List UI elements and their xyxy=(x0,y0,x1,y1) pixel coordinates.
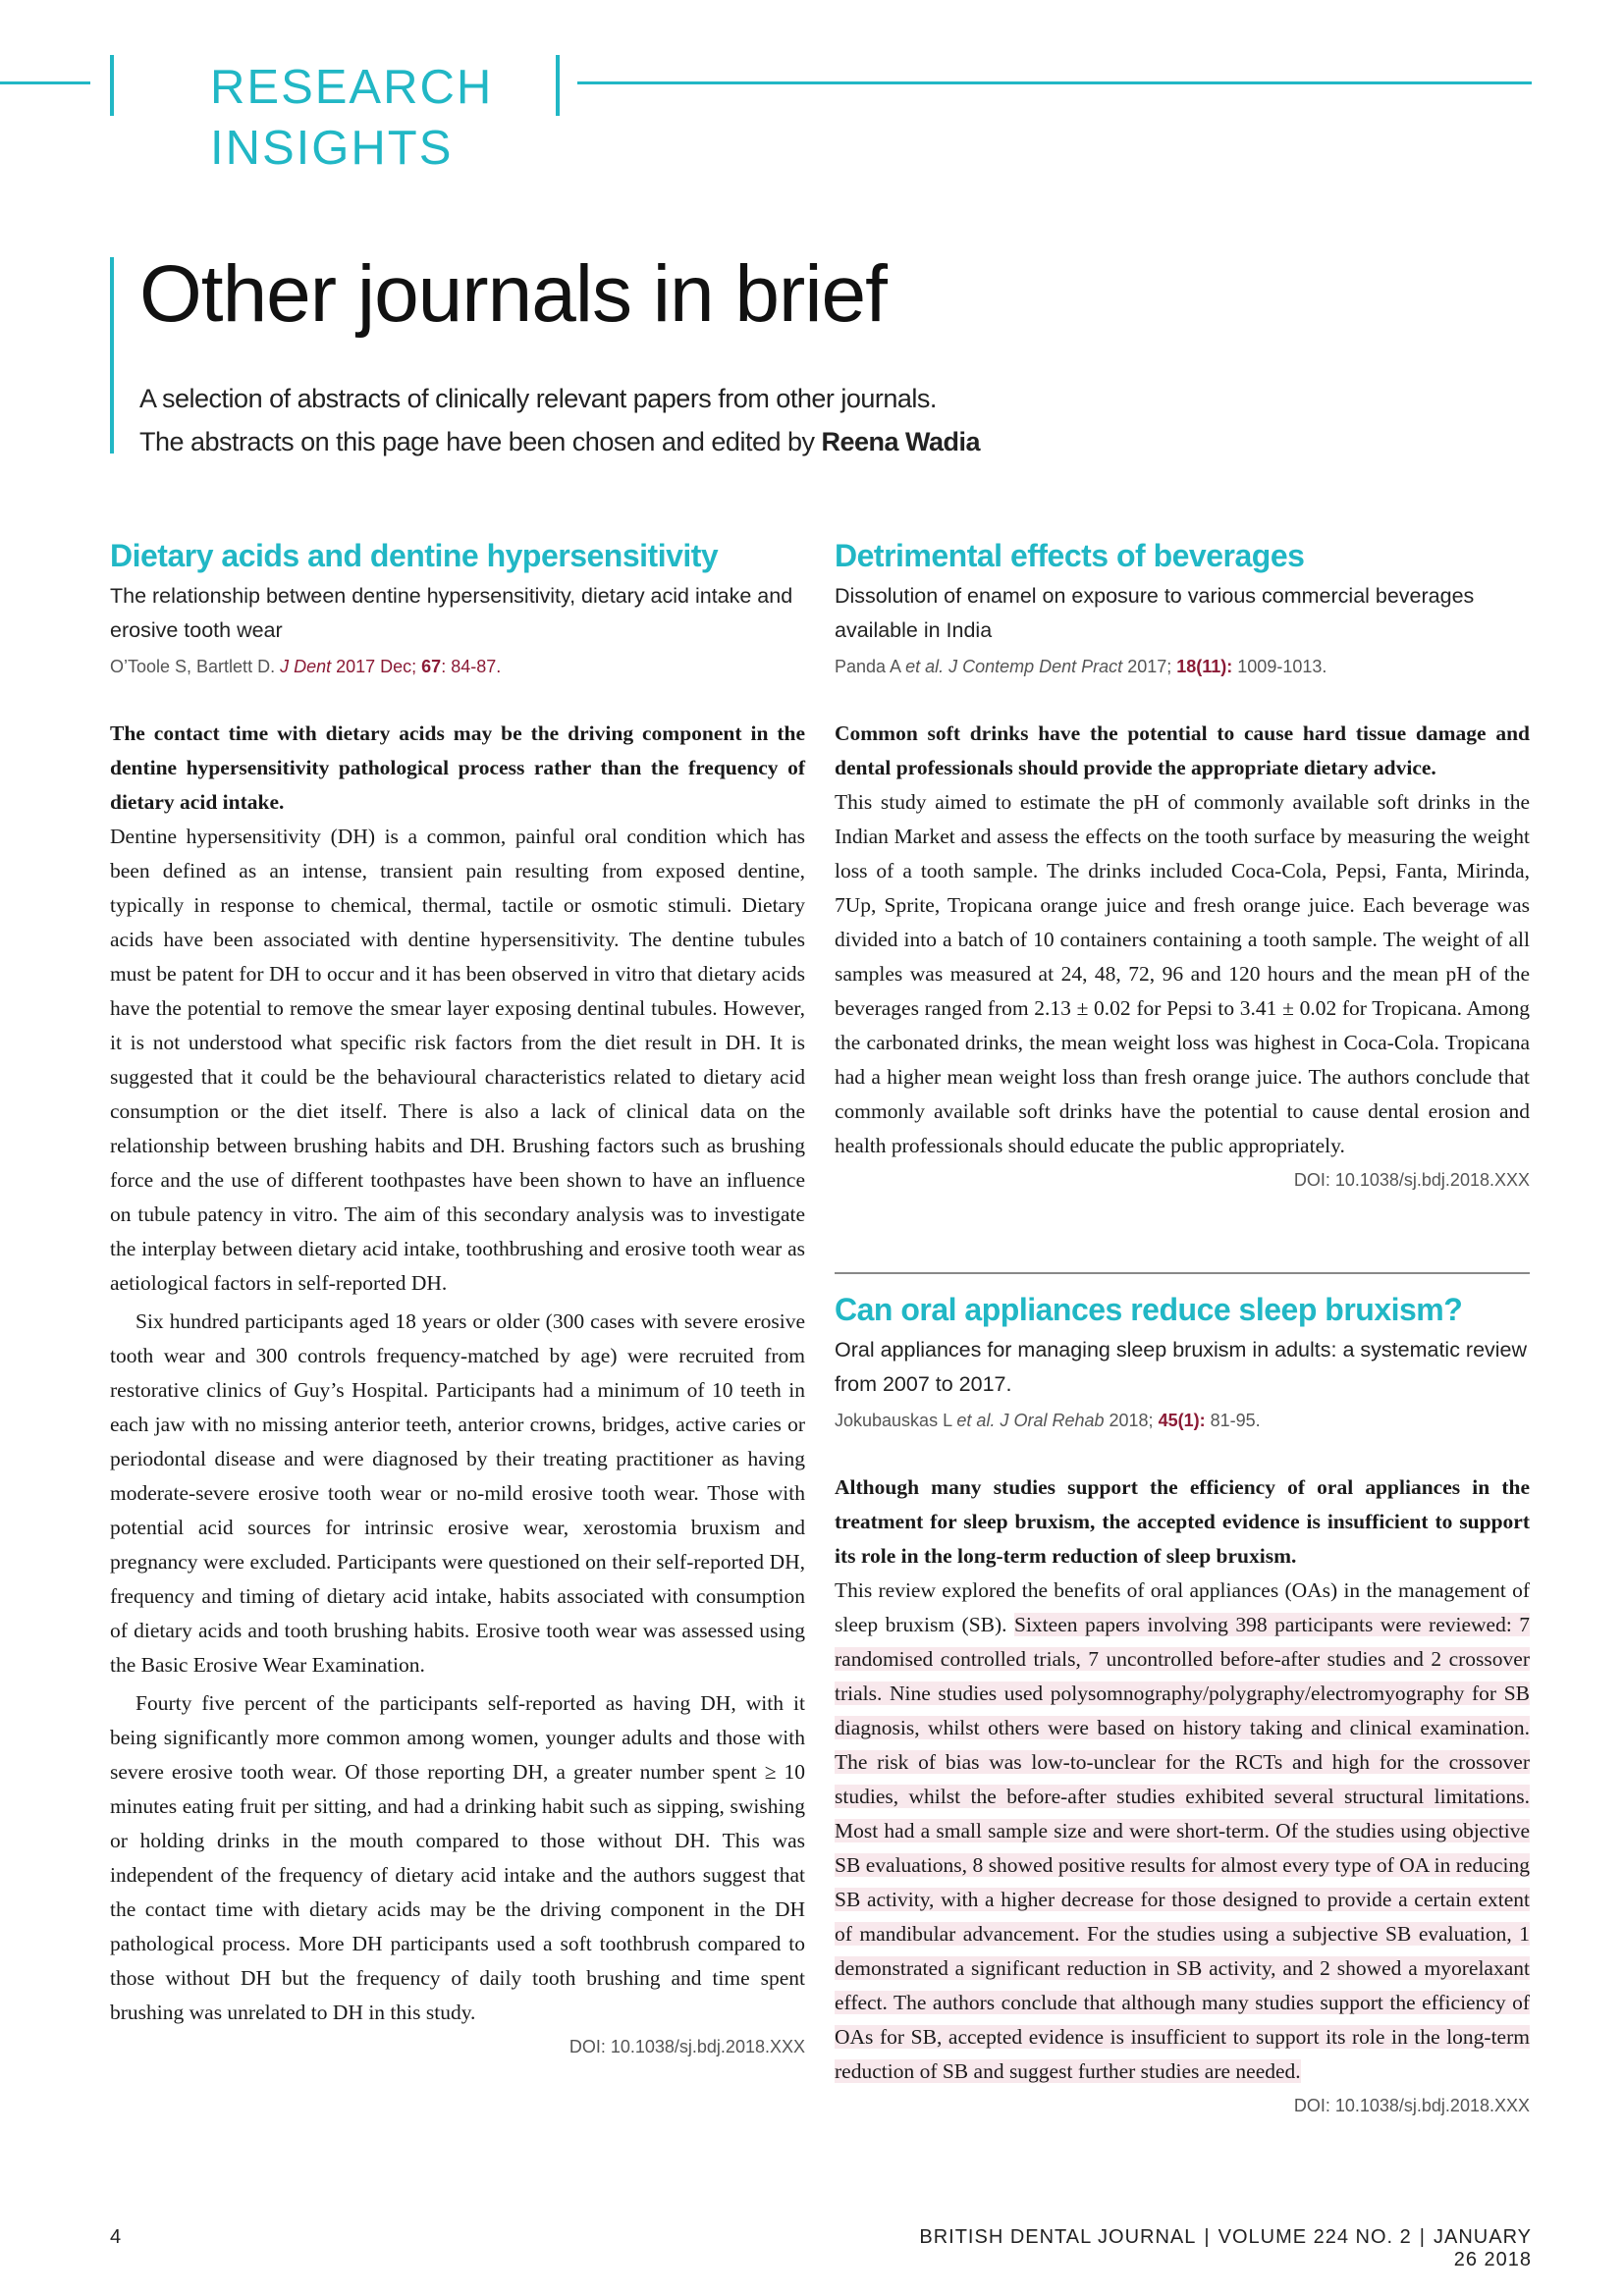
editor-name: Reena Wadia xyxy=(821,427,981,456)
ref-volume: 18(11): xyxy=(1176,657,1233,676)
intro-text xyxy=(139,377,980,463)
paragraph-plain: This review explored the benefits of oral appliances (OAs) in the management of sleep bruxism (SB). xyxy=(835,1578,1530,1636)
footer-separator-1: | xyxy=(1204,2226,1211,2248)
article-lead: Although many studies support the efficiency of oral appliances in the treatment for sleep bruxism, the accepted evidence is insufficient to support its role in the long-term reduction of sleep bruxism. xyxy=(835,1475,1530,1568)
ref-date: 2017 Dec; xyxy=(331,657,422,676)
intro-line-2 xyxy=(139,420,980,463)
article-paragraph-2: Six hundred participants aged 18 years or older (300 cases with severe erosive tooth wear and 300 controls frequency-matched by age) were recruited from restorative clinics of Guy’s Hospital. Participants had a minimum of 10 teeth in each jaw with no missing anterior teeth, anterior crowns, bridges, active caries or periodontal disease and were diagnosed by their treating practitioner as having moderate-severe erosive tooth wear or no-mild erosive tooth wear. Those with potential acid sources for intrinsic erosive wear, xerostomia bruxism and pregnancy were excluded. Participants were questioned on their self-reported DH, frequency and timing of dietary acid intake, habits associated with consumption of dietary acids and tooth brushing habits. Erosive tooth wear was assessed using the Basic Erosive Wear Examination. xyxy=(110,1309,805,1677)
footer-date: JANUARY 26 2018 xyxy=(1434,2226,1532,2270)
section-label-line2: INSIGHTS xyxy=(210,122,454,175)
article-title: Dietary acids and dentine hypersensitivity xyxy=(110,538,719,573)
footer-journal: BRITISH DENTAL JOURNAL xyxy=(919,2226,1197,2248)
footer-journal-info xyxy=(899,2226,1532,2271)
article-doi[interactable]: DOI: 10.1038/sj.bdj.2018.XXX xyxy=(1293,2096,1530,2115)
article-dietary-acids xyxy=(110,536,805,2061)
ref-pages: 1009-1013. xyxy=(1232,657,1327,676)
header-bar-left xyxy=(110,55,114,116)
ref-authors: Panda A xyxy=(835,657,906,676)
article-reference xyxy=(110,652,805,681)
article-title: Detrimental effects of beverages xyxy=(835,538,1305,573)
header-rule-right xyxy=(577,81,1532,84)
ref-pages: : 84-87. xyxy=(441,657,502,676)
ref-date: 2018; xyxy=(1104,1411,1159,1430)
title-accent-bar xyxy=(110,257,114,454)
ref-volume: 45(1): xyxy=(1158,1411,1206,1430)
paragraph-highlighted: Sixteen papers involving 398 participants were reviewed: 7 randomised controlled trials, 7 uncontrolled before-after studies and 2 crossover trials. Nine studies used polysomnography/polygraphy/electromyography for SB diagnosis, whilst others were based on history taking and clinical examination. The risk of bias was low-to-unclear for the RCTs and high for the crossover studies, whilst the before-after studies exhibited several structural limitations. Most had a small sample size and were short-term. Of the studies using objective SB evaluations, 8 showed positive results for almost every type of OA in reducing SB activity, with a higher decrease for those designed to provide a certain extent of mandibular advancement. For the studies using a subjective SB evaluation, 1 demonstrated a significant reduction in SB activity, and 2 showed a myorelaxant effect. The authors conclude that although many studies support the efficiency of OAs for SB, accepted evidence is insufficient to support its role in the long-term reduction of SB and suggest further studies are needed. xyxy=(835,1613,1530,2083)
column-divider xyxy=(835,1272,1530,1274)
article-subtitle: Oral appliances for managing sleep bruxism in adults: a systematic review from 2007 to 2017. xyxy=(835,1338,1528,1396)
header-rule-left xyxy=(0,81,90,84)
section-label-line1: RESEARCH xyxy=(210,61,494,114)
ref-authors: Jokubauskas L xyxy=(835,1411,957,1430)
article-doi[interactable]: DOI: 10.1038/sj.bdj.2018.XXX xyxy=(568,2037,805,2056)
article-reference xyxy=(835,652,1530,681)
article-lead: Common soft drinks have the potential to cause hard tissue damage and dental professionals should provide the appropriate dietary advice. xyxy=(835,721,1530,779)
article-reference xyxy=(835,1406,1530,1435)
page-number: 4 xyxy=(110,2226,122,2248)
article-paragraph-1 xyxy=(835,1574,1530,2089)
footer-volume: VOLUME 224 NO. 2 xyxy=(1218,2226,1412,2248)
page-title: Other journals in brief xyxy=(139,249,887,339)
ref-volume: 67 xyxy=(421,657,442,676)
article-doi[interactable]: DOI: 10.1038/sj.bdj.2018.XXX xyxy=(1293,1170,1530,1190)
article-subtitle: The relationship between dentine hypersensitivity, dietary acid intake and erosive tooth wear xyxy=(110,584,793,642)
ref-journal: J Oral Rehab xyxy=(995,1411,1105,1430)
footer-separator-2: | xyxy=(1419,2226,1426,2248)
article-lead: The contact time with dietary acids may be the driving component in the dentine hypersensitivity pathological process rather than the frequency of dietary acid intake. xyxy=(110,721,805,814)
article-paragraph-1: Dentine hypersensitivity (DH) is a common, painful oral condition which has been defined as an intense, transient pain resulting from exposed dentine, typically in response to chemical, thermal, tactile or osmotic stimuli. Dietary acids have been associated with dentine hypersensitivity. The dentine tubules must be patent for DH to occur and it has been observed in vitro that dietary acids have the potential to remove the smear layer exposing dentinal tubules. However, it is not understood what specific risk factors from the diet result in DH. It is suggested that it could be the behavioural characteristics related to dietary acid consumption or the diet itself. There is also a lack of clinical data on the relationship between brushing habits and DH. Brushing factors such as brushing force and the use of different toothpastes have been shown to have an influence on tubule patency in vitro. The aim of this secondary analysis was to investigate the interplay between dietary acid intake, toothbrushing and erosive tooth wear as aetiological factors in self-reported DH. xyxy=(110,825,805,1295)
article-sleep-bruxism xyxy=(835,1290,1530,2120)
ref-etal: et al. xyxy=(905,657,945,676)
article-beverages xyxy=(835,536,1530,1195)
article-paragraph-3: Fourty five percent of the participants self-reported as having DH, with it being significantly more common among women, younger adults and those with severe erosive tooth wear. Of those reporting DH, a greater number spent ≥ 10 minutes eating fruit per sitting, and had a drinking habit such as sipping, swishing or holding drinks in the mouth compared to those without DH. This was independent of the frequency of dietary acid intake and the authors suggest that the contact time with dietary acids may be the driving component in the DH pathological process. More DH participants used a soft toothbrush compared to those without DH but the frequency of daily tooth brushing and time spent brushing was unrelated to DH in this study. xyxy=(110,1691,805,2024)
header-bar-right xyxy=(556,55,560,116)
ref-etal: et al. xyxy=(956,1411,996,1430)
ref-date: 2017; xyxy=(1122,657,1177,676)
intro-line-1: A selection of abstracts of clinically relevant papers from other journals. xyxy=(139,384,937,413)
article-paragraph-1: This study aimed to estimate the pH of commonly available soft drinks in the Indian Market and assess the effects on the tooth surface by measuring the weight loss of a tooth sample. The drinks included Coca-Cola, Pepsi, Fanta, Mirinda, 7Up, Sprite, Tropicana orange juice and fresh orange juice. Each beverage was divided into a batch of 10 containers containing a tooth sample. The weight of all samples was measured at 24, 48, 72, 96 and 120 hours and the mean pH of the beverages ranged from 2.13 ± 0.02 for Pepsi to 3.41 ± 0.02 for Tropicana. Among the carbonated drinks, the mean weight loss was highest in Coca-Cola. Tropicana had a higher mean weight loss than fresh orange juice. The authors conclude that commonly available soft drinks have the potential to cause dental erosion and health professionals should educate the public appropriately. xyxy=(835,790,1530,1157)
article-title: Can oral appliances reduce sleep bruxism? xyxy=(835,1292,1463,1327)
ref-journal: J Contemp Dent Pract xyxy=(944,657,1123,676)
ref-pages: 81-95. xyxy=(1205,1411,1261,1430)
intro-line-2-prefix: The abstracts on this page have been chosen and edited by xyxy=(139,427,822,456)
section-label xyxy=(210,57,493,179)
ref-journal: J Dent xyxy=(280,657,332,676)
ref-authors: O’Toole S, Bartlett D. xyxy=(110,657,281,676)
article-subtitle: Dissolution of enamel on exposure to various commercial beverages available in India xyxy=(835,584,1475,642)
